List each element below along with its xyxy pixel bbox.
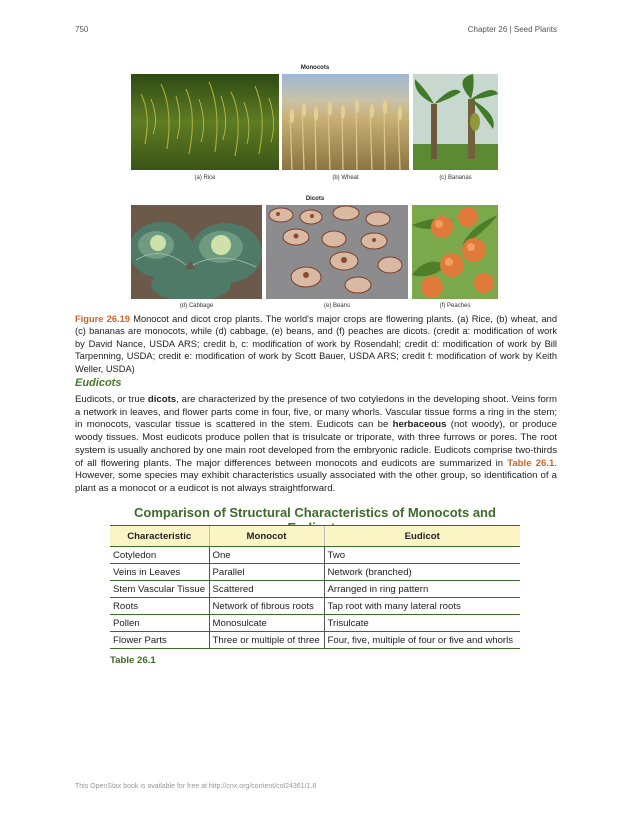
caption-rice: (a) Rice: [194, 175, 216, 181]
cell-eudicot: Two: [324, 547, 520, 564]
beans-photo: [266, 205, 408, 299]
table-row: [110, 598, 520, 615]
table-row: [110, 581, 520, 598]
body-paragraph: [75, 394, 557, 496]
body-text-2: , are characterized by the presence of two cotyledons in the developing shoot. Veins form a network in leaves, and flower parts come in four, five, or many whorls. Vascular tissue forms a ring in the stem; in monocots, vascular tissue is scattered in the stem. Eudicots can be: [75, 394, 557, 431]
peaches-photo: [412, 205, 498, 299]
wheat-photo: [282, 74, 409, 170]
cell-eudicot: Network (branched): [324, 564, 520, 581]
cell-monocot: Parallel: [209, 564, 324, 581]
cell-monocot: One: [209, 547, 324, 564]
figure-number: Figure 26.19: [75, 314, 130, 324]
cell-characteristic: Veins in Leaves: [110, 564, 209, 581]
cell-monocot: Three or multiple of three: [209, 632, 324, 649]
header-monocot: Monocot: [209, 526, 324, 547]
monocots-label: Monocots: [300, 65, 330, 71]
rice-photo: [131, 74, 279, 170]
cell-monocot: Network of fibrous roots: [209, 598, 324, 615]
page-number: 750: [75, 25, 89, 34]
caption-peaches: (f) Peaches: [439, 303, 471, 309]
caption-wheat: (b) Wheat: [332, 175, 359, 181]
table-row: [110, 564, 520, 581]
table-label: Table 26.1: [110, 655, 156, 666]
bananas-photo: [413, 74, 498, 170]
body-text-3: (not woody), or produce woody tissues. Most eudicots produce pollen that is trisulcate or triporate, with three furrows or pores. The root system is usually anchored by one main root developed from the embryonic radicle. Eudicots comprise two-thirds of all flowering plants. The major differences between monocots and eudicots are summarized in: [75, 419, 557, 469]
table-row: [110, 615, 520, 632]
chapter-header: Chapter 26 | Seed Plants: [467, 25, 557, 34]
footer-text: This OpenStax book is available for free at http://cnx.org/content/col24361/1.8: [75, 783, 317, 790]
figure-caption-text: Monocot and dicot crop plants. The world's major crops are flowering plants. (a) Rice, (b) wheat, and (c) bananas are monocots, while (d) cabbage, (e) beans, and (f) peaches are dicots. (credit a: modification of work by David Nance, USDA ARS; credit b, c: modification of work by Rosendahl; credit d: modification of work by Bill Tarpenning, USDA; credit e: modification of work by Scott Bauer, USDA ARS; credit f: modification of work by Keith Weller, USDA): [75, 314, 557, 374]
cell-monocot: Monosulcate: [209, 615, 324, 632]
term-dicots: dicots: [147, 394, 177, 405]
header-eudicot: Eudicot: [324, 526, 520, 547]
table-row: [110, 632, 520, 649]
table-title: Comparison of Structural Characteristics of Monocots and: [134, 505, 496, 520]
table-row: [110, 547, 520, 564]
section-heading: Eudicots: [75, 377, 122, 389]
header-characteristic: Characteristic: [110, 526, 209, 547]
figure-caption: [75, 313, 557, 375]
cell-characteristic: Roots: [110, 598, 209, 615]
cell-eudicot: Trisulcate: [324, 615, 520, 632]
cabbage-photo: [131, 205, 262, 299]
table-reference-link[interactable]: Table 26.1: [507, 457, 555, 469]
cell-characteristic: Pollen: [110, 615, 209, 632]
cell-characteristic: Cotyledon: [110, 547, 209, 564]
dicots-label: Dicots: [305, 196, 325, 202]
caption-cabbage: (d) Cabbage: [179, 303, 214, 309]
caption-beans: (e) Beans: [323, 303, 350, 309]
cell-eudicot: Four, five, multiple of four or five and whorls: [324, 632, 520, 649]
cell-eudicot: Tap root with many lateral roots: [324, 598, 520, 615]
body-text-1: Eudicots, or true: [75, 394, 148, 405]
cell-characteristic: Flower Parts: [110, 632, 209, 649]
comparison-table: [110, 525, 520, 649]
table-header-row: [110, 526, 520, 547]
cell-characteristic: Stem Vascular Tissue: [110, 581, 209, 598]
cell-monocot: Scattered: [209, 581, 324, 598]
body-text-4: . However, some species may exhibit characteristics usually associated with the other group, so identification of a plant as a monocot or a eudicot is not always straightforward.: [75, 457, 557, 494]
caption-bananas: (c) Bananas: [439, 175, 472, 181]
term-herbaceous: herbaceous: [392, 419, 447, 431]
cell-eudicot: Arranged in ring pattern: [324, 581, 520, 598]
